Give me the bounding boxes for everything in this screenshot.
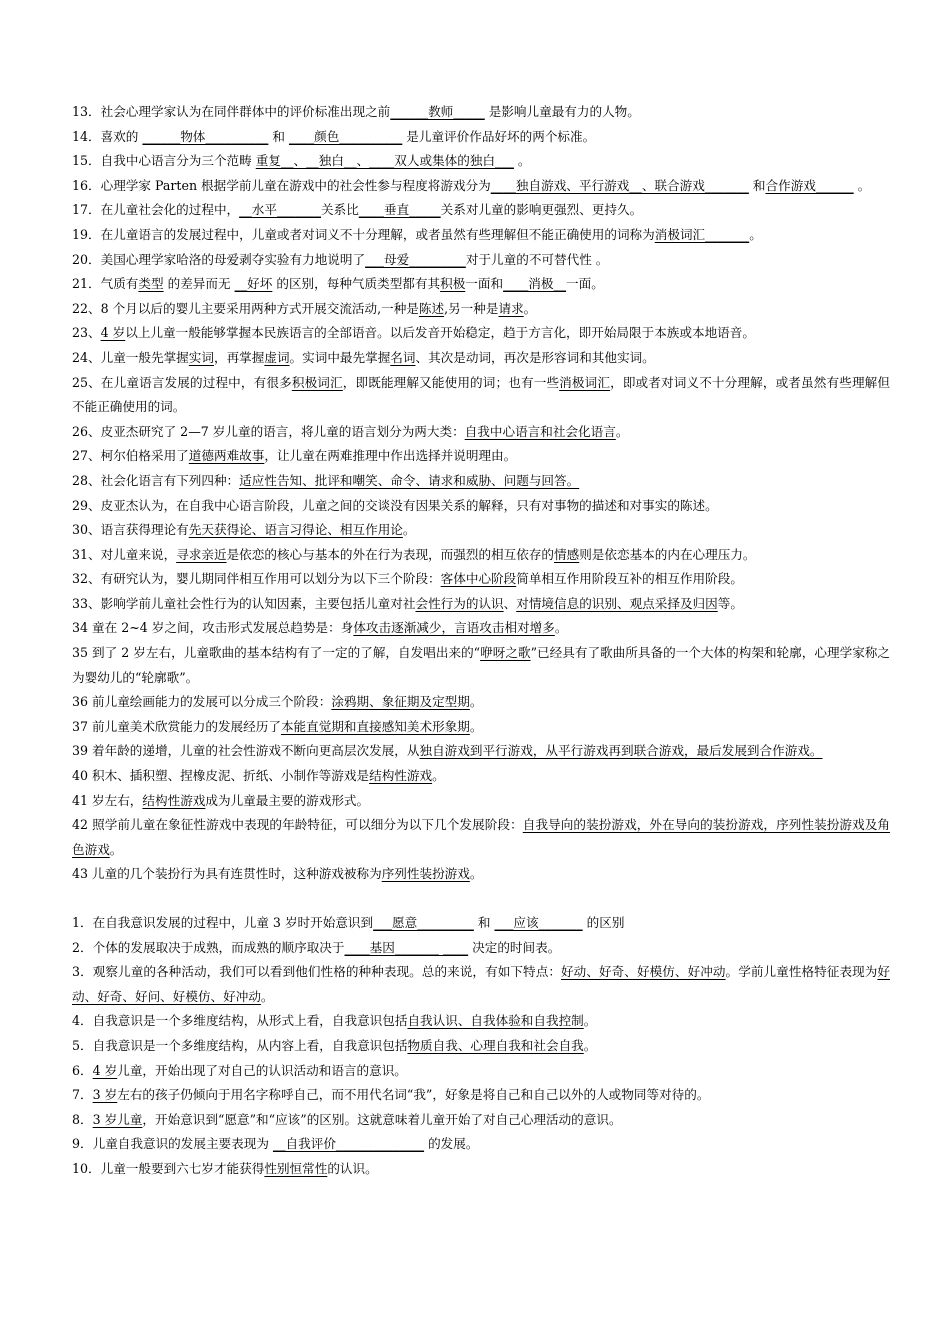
q16: 16．心理学家 Parten 根据学前儿童在游戏中的社会性参与程度将游戏分为____独自游戏、平行游戏__、联合游戏_______ 和合作游戏______ 。 <box>72 177 871 193</box>
answer-blank: 虚词 <box>264 349 290 365</box>
q20: 20．美国心理学家哈洛的母爱剥夺实验有力地说明了___母爱_________对于儿童的不可替代性 。 <box>72 251 609 267</box>
answer-blank: ___母爱_________ <box>365 251 466 267</box>
q43: 43 儿童的几个装扮行为具有连贯性时，这种游戏被称为序列性装扮游戏。 <box>72 866 483 882</box>
q22: 22、8 个月以后的婴儿主要采用两种方式开展交流活动,一种是陈述,另一种是请求。 <box>72 300 537 316</box>
answer-blank: 情感 <box>554 546 580 562</box>
q40: 40 积木、插积塑、捏橡皮泥、折纸、小制作等游戏是结构性游戏。 <box>72 768 445 784</box>
answer-blank: 陈述 <box>418 300 445 316</box>
section-b <box>72 911 890 1182</box>
q23: 23、4 岁以上儿童一般能够掌握本民族语言的全部语音。以后发音开始稳定，趋于方言化，即开始局限于本族或本地语音。 <box>72 325 755 341</box>
b7: 7．3 岁左右的孩子仍倾向于用名字称呼自己，而不用代名词“我”，好象是将自己和自己以外的人或物同等对待的。 <box>72 1087 710 1103</box>
q21: 21．气质有类型 的差异而无 __好坏 的区别，每种气质类型都有其积极一面和____消极__一面。 <box>72 276 604 292</box>
answer-blank: ___应该_______ <box>494 915 583 930</box>
q41: 41 岁左右，结构性游戏成为儿童最主要的游戏形式。 <box>72 792 370 808</box>
answer-blank: __好坏 <box>234 276 273 292</box>
answer-blank: 3 岁 <box>92 1087 118 1103</box>
answer-blank: 积极 <box>440 276 466 292</box>
document-page <box>72 100 890 1182</box>
q31: 31、对儿童来说，寻求亲近是依恋的核心与基本的外在行为表现，而强烈的相互依存的情感则是依恋基本的内在心理压力。 <box>72 546 756 562</box>
q17: 17．在儿童社会化的过程中，__水平_______关系比____垂直_____关系对儿童的影响更强烈、更持久。 <box>72 202 643 218</box>
answer-blank: __水平_______ <box>239 202 322 218</box>
answer-blank: 消极词汇 <box>559 374 611 390</box>
answer-blank: 序列性装扮游戏 <box>381 866 470 882</box>
answer-blank: 结构性游戏 <box>369 768 433 784</box>
answer-blank: 体攻击逐渐减少，言语攻击相对增多 <box>353 620 555 636</box>
b8: 8．3 岁儿童，开始意识到“愿意”和“应该”的区别。这就意味着儿童开始了对自己心理活动的意识。 <box>72 1111 622 1127</box>
answer-blank: 类型 <box>138 276 164 292</box>
section-gap <box>72 887 890 911</box>
answer-blank: 4 岁 <box>100 325 126 341</box>
answer-blank: 4 岁 <box>92 1062 118 1078</box>
q35: 35 到了 2 岁左右，儿童歌曲的基本结构有了一定的了解，自发唱出来的“咿呀之歌”已经具有了歌曲所具备的一个大体的构架和轮廓，心理学家称之为婴幼儿的“轮廓歌”。 <box>72 645 890 685</box>
q15: 15．自我中心语言分为三个范畴 重复__、__独白__、____双人或集体的独白___ 。 <box>72 153 531 169</box>
answer-blank: 合作游戏______ <box>765 177 854 193</box>
b6: 6．4 岁儿童，开始出现了对自己的认识活动和语言的意识。 <box>72 1062 407 1078</box>
answer-blank: ____独自游戏、平行游戏__、联合游戏_______ <box>490 177 749 193</box>
b4: 4．自我意识是一个多维度结构，从形式上看，自我意识包括自我认识、自我体验和自我控制。 <box>72 1013 597 1029</box>
answer-blank: __自我评价______________ <box>272 1136 425 1152</box>
answer-blank: 积极词汇 <box>291 374 343 390</box>
answer-blank: 自我导向的装扮游戏，外在导向的装扮游戏，序列性装扮游戏及角色游戏 <box>72 817 891 857</box>
answer-blank: 物质自我、心理自我和社会自我 <box>407 1037 584 1053</box>
answer-blank: 结构性游戏 <box>142 792 206 808</box>
answer-blank: 涂鸦期、象征期及定型期 <box>331 694 470 710</box>
q14: 14．喜欢的 ______物体__________ 和 ____颜色__________ 是儿童评价作品好坏的两个标准。 <box>72 128 596 144</box>
q42: 42 照学前儿童在象征性游戏中表现的年龄特征，可以细分为以下几个发展阶段：自我导向的装扮游戏，外在导向的装扮游戏，序列性装扮游戏及角色游戏。 <box>72 817 891 857</box>
answer-blank: 自我中心语言和社会化语言 <box>464 423 616 439</box>
answer-blank: ____基因_______ ____ <box>344 939 469 955</box>
b2: 2．个体的发展取决于成熟，而成熟的顺序取决于____基因_______ ____ 决定的时间表。 <box>72 939 561 955</box>
q13: 13．社会心理学家认为在同伴群体中的评价标准出现之前______教师_____ 是影响儿童最有力的人物。 <box>72 104 640 119</box>
answer-blank: 咿呀之歌 <box>480 645 531 661</box>
q36: 36 前儿童绘画能力的发展可以分成三个阶段：涂鸦期、象征期及定型期。 <box>72 694 483 710</box>
q39: 39 着年龄的递增，儿童的社会性游戏不断向更高层次发展，从独自游戏到平行游戏，从平行游戏再到联合游戏，最后发展到合作游戏。 <box>72 743 823 759</box>
b3: 3．观察儿童的各种活动，我们可以看到他们性格的种种表现。总的来说，有如下特点：好动、好奇、好模仿、好冲动。学前儿童性格特征表现为好动、好奇、好问、好模仿、好冲动。 <box>72 964 891 1004</box>
answer-blank: 先天获得论、语言习得论、相互作用论 <box>188 522 403 538</box>
answer-blank: 好动、好奇、好模仿、好冲动 <box>561 964 726 980</box>
answer-blank: ___愿意_________ <box>373 915 474 930</box>
q26: 26、皮亚杰研究了 2—7 岁儿童的语言，将儿童的语言划分为两大类：自我中心语言和社会化语言。 <box>72 423 629 439</box>
q24: 24、儿童一般先掌握实词，再掌握虚词。实词中最先掌握名词、其次是动词，再次是形容词和其他实词。 <box>72 349 655 365</box>
q19: 19．在儿童语言的发展过程中，儿童或者对词义不十分理解，或者虽然有些理解但不能正确使用的词称为消极词汇_______。 <box>72 226 762 242</box>
answer-blank: 会性行为的认识 <box>415 595 504 611</box>
q34: 34 童在 2~4 岁之间，攻击形式发展总趋势是：身体攻击逐渐减少，言语攻击相对增多。 <box>72 620 568 636</box>
answer-blank: 自我认识、自我体验和自我控制 <box>407 1013 584 1029</box>
section-a <box>72 100 890 887</box>
answer-blank: 寻求亲近 <box>176 546 227 562</box>
answer-blank: ____颜色__________ <box>288 128 403 144</box>
answer-blank: 消极词汇_______ <box>654 226 750 242</box>
b10: 10．儿童一般要到六七岁才能获得性别恒常性的认识。 <box>72 1160 378 1176</box>
answer-blank: 客体中心阶段 <box>440 571 517 587</box>
q25: 25、在儿童语言发展的过程中，有很多积极词汇，即既能理解又能使用的词；也有一些消极词汇，即或者对词义不十分理解，或者虽然有些理解但不能正确使用的词。 <box>72 374 891 415</box>
q33: 33、影响学前儿童社会性行为的认知因素，主要包括儿童对社会性行为的认识、对情境信息的识别、观点采择及归因等。 <box>72 595 743 611</box>
answer-blank: ______物体__________ <box>142 128 269 144</box>
answer-blank: 独自游戏到平行游戏，从平行游戏再到联合游戏，最后发展到合作游戏。 <box>419 743 823 759</box>
answer-blank: 重复__、__独白__、____双人或集体的独白___ <box>255 153 514 169</box>
answer-blank: 名词 <box>390 349 416 365</box>
answer-blank: 3 岁儿童 <box>92 1111 143 1127</box>
q27: 27、柯尔伯格采用了道德两难故事，让儿童在两难推理中作出选择并说明理由。 <box>72 448 517 464</box>
answer-blank: 道德两难故事 <box>188 448 265 464</box>
b1: 1．在自我意识发展的过程中，儿童 3 岁时开始意识到___愿意_________ 和 ___应该_______ 的区别 <box>72 915 625 930</box>
answer-blank: 本能直觉期和直接感知美术形象期 <box>280 718 470 734</box>
answer-blank: ______教师_____ <box>390 104 485 119</box>
answer-blank: 请求 <box>498 300 524 316</box>
q30: 30、语言获得理论有先天获得论、语言习得论、相互作用论。 <box>72 522 416 538</box>
q37: 37 前儿童美术欣赏能力的发展经历了本能直觉期和直接感知美术形象期。 <box>72 718 483 734</box>
q28: 28、社会化语言有下列四种：适应性告知、批评和嘲笑、命令、请求和威胁、问题与回答。 <box>72 472 580 488</box>
answer-blank: 好动、好奇、好问、好模仿、好冲动 <box>72 964 891 1004</box>
q29: 29、皮亚杰认为，在自我中心语言阶段，儿童之间的交谈没有因果关系的解释，只有对事物的描述和对事实的陈述。 <box>72 497 718 513</box>
answer-blank: 适应性告知、批评和嘲笑、命令、请求和威胁、问题与回答。 <box>239 472 580 488</box>
q32: 32、有研究认为，婴儿期同伴相互作用可以划分为以下三个阶段：客体中心阶段简单相互作用阶段互补的相互作用阶段。 <box>72 571 743 587</box>
b9: 9．儿童自我意识的发展主要表现为 __自我评价______________ 的发展。 <box>72 1136 479 1152</box>
answer-blank: 实词 <box>188 349 214 365</box>
answer-blank: 性别恒常性 <box>264 1160 328 1176</box>
b5: 5．自我意识是一个多维度结构，从内容上看，自我意识包括物质自我、心理自我和社会自我。 <box>72 1037 597 1053</box>
answer-blank: 对情境信息的识别、观点采择及归因 <box>516 595 718 611</box>
answer-blank: ____消极__ <box>503 276 567 292</box>
answer-blank: ____垂直_____ <box>358 202 441 218</box>
